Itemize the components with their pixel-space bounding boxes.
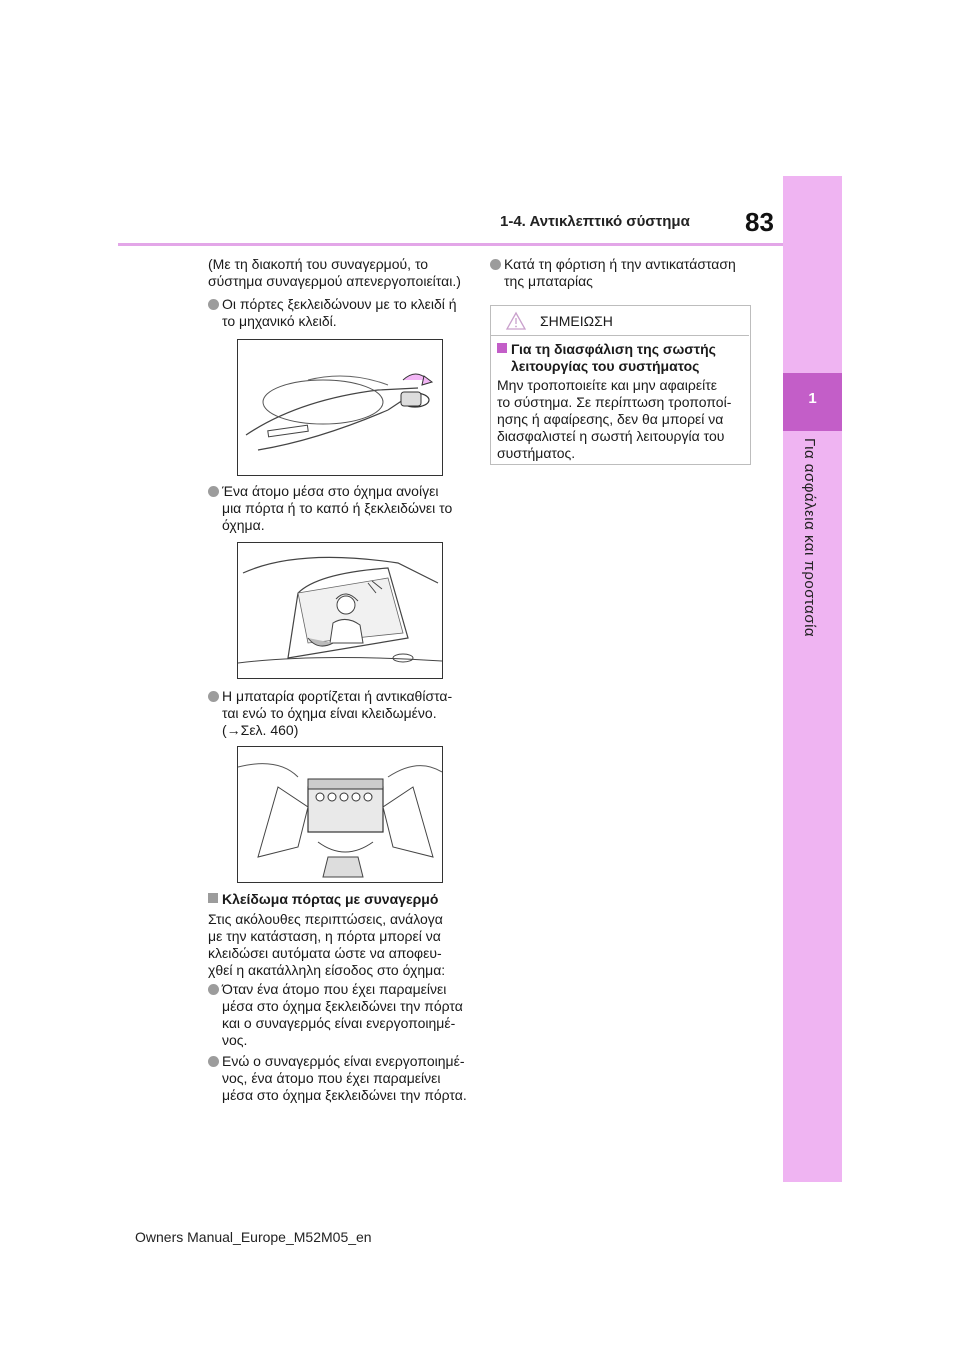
square-heading-icon	[497, 343, 507, 353]
paragraph-line: κλειδώσει αυτόματα ώστε να αποφευ-	[208, 945, 442, 961]
notice-heading	[497, 341, 716, 375]
bullet-dot-icon	[208, 486, 219, 497]
paragraph-line: διασφαλιστεί η σωστή λειτουργία του	[497, 428, 725, 444]
paragraph-line: Μην τροποποιείτε και μην αφαιρείτε	[497, 377, 717, 393]
page-reference[interactable]: (→Σελ. 460)	[222, 722, 299, 738]
chapter-title: Για ασφάλεια και προστασία	[801, 438, 818, 638]
footer-text: Owners Manual_Europe_M52M05_en	[135, 1229, 372, 1245]
bullet-dot-icon	[490, 259, 501, 270]
bullet-line: όχημα.	[222, 517, 265, 533]
chapter-side-tab	[783, 176, 842, 1182]
section-paragraph	[208, 911, 478, 979]
section-title: 1-4. Αντικλεπτικό σύστημα	[500, 213, 690, 230]
bullet-dot-icon	[208, 1056, 219, 1067]
warning-triangle-icon	[505, 311, 527, 336]
paragraph-line: χθεί η ακατάλληλη είσοδος στο όχημα:	[208, 962, 446, 978]
battery-replacement-illustration	[237, 746, 443, 883]
section-heading-text: Κλείδωμα πόρτας με συναγερμό	[222, 891, 439, 907]
paragraph-line: συστήματος.	[497, 445, 576, 461]
bullet-line: μια πόρτα ή το καπό ή ξεκλειδώνει το	[222, 500, 453, 516]
bullet-line: Ένα άτομο μέσα στο όχημα ανοίγει	[222, 483, 439, 499]
bullet-dot-icon	[208, 984, 219, 995]
bullet-line: της μπαταρίας	[504, 273, 593, 289]
bullet-line: Η μπαταρία φορτίζεται ή αντικαθίστα-	[222, 688, 453, 704]
notice-divider	[490, 335, 749, 336]
bullet-line: μέσα στο όχημα ξεκλειδώνει την πόρτα.	[222, 1087, 467, 1103]
bullet-line: Κατά τη φόρτιση ή την αντικατάσταση	[504, 256, 736, 272]
paragraph-line: ησης ή αφαίρεσης, δεν θα μπορεί να	[497, 411, 724, 427]
bullet-line: ται ενώ το όχημα είναι κλειδωμένο.	[222, 705, 437, 721]
page-number: 83	[745, 207, 774, 237]
bullet-line: νος.	[222, 1032, 248, 1048]
notice-heading-text: λειτουργίας του συστήματος	[511, 358, 700, 374]
notice-heading-text: Για τη διασφάλιση της σωστής	[511, 341, 716, 357]
bullet-line: Όταν ένα άτομο που έχει παραμείνει	[222, 981, 447, 997]
bullet-line: μέσα στο όχημα ξεκλειδώνει την πόρτα	[222, 998, 463, 1014]
notice-title: ΣΗΜΕΙΩΣΗ	[540, 313, 613, 329]
person-in-car-illustration	[237, 542, 443, 679]
door-handle-key-illustration	[237, 339, 443, 476]
paragraph-line: το σύστημα. Σε περίπτωση τροποποί-	[497, 394, 732, 410]
section-heading	[208, 891, 438, 908]
intro-line: σύστημα συναγερμού απενεργοποιείται.)	[208, 273, 461, 289]
notice-paragraph	[497, 377, 745, 462]
paragraph-line: με την κατάσταση, η πόρτα μπορεί να	[208, 928, 441, 944]
bullet-line: Ενώ ο συναγερμός είναι ενεργοποιημέ-	[222, 1053, 465, 1069]
square-heading-icon	[208, 893, 218, 903]
paragraph-line: Στις ακόλουθες περιπτώσεις, ανάλογα	[208, 911, 443, 927]
bullet-line: Οι πόρτες ξεκλειδώνουν με το κλειδί ή	[222, 296, 457, 312]
intro-paragraph	[208, 256, 478, 290]
bullet-line: νος, ένα άτομο που έχει παραμείνει	[222, 1070, 441, 1086]
bullet-line: και ο συναγερμός είναι ενεργοποιημέ-	[222, 1015, 456, 1031]
intro-line: (Με τη διακοπή του συναγερμού, το	[208, 256, 429, 272]
chapter-number: 1	[808, 390, 817, 407]
bullet-dot-icon	[208, 691, 219, 702]
bullet-dot-icon	[208, 299, 219, 310]
header-divider	[118, 243, 783, 246]
bullet-line: το μηχανικό κλειδί.	[222, 313, 337, 329]
